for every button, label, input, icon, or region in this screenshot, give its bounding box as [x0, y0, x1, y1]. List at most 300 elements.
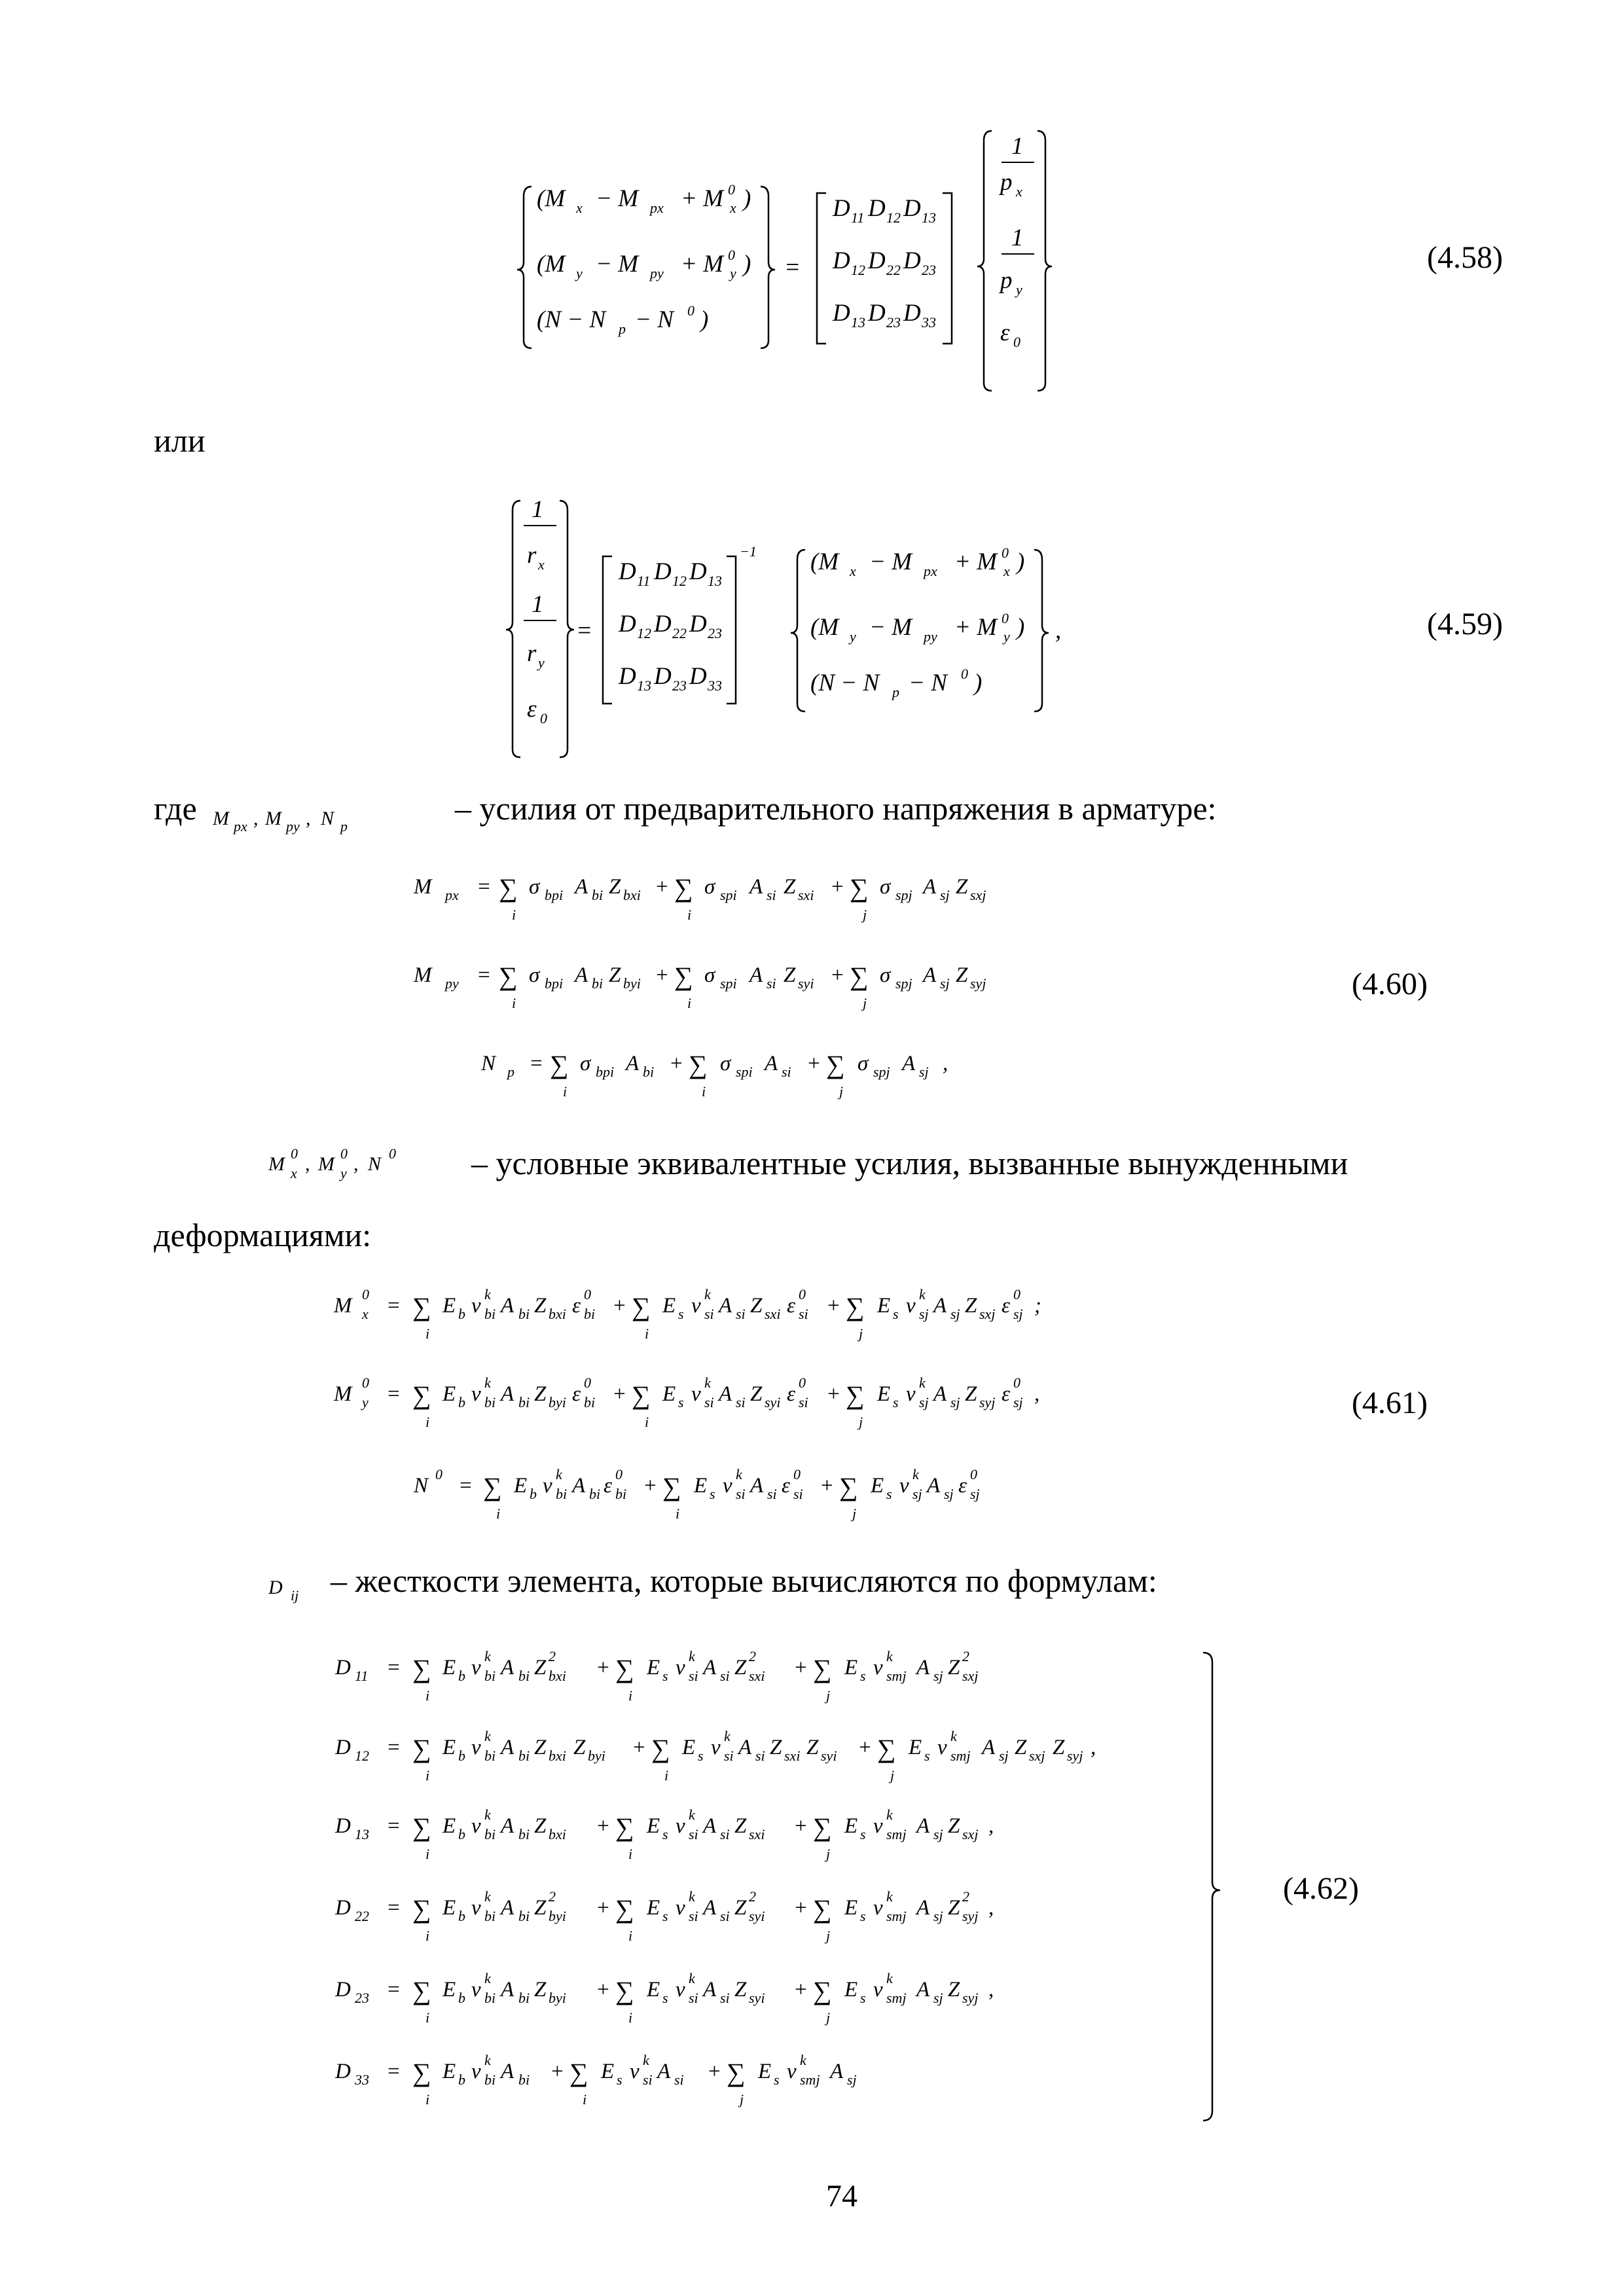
- svg-text:Z: Z: [1015, 1736, 1027, 1759]
- svg-text:σ: σ: [880, 875, 891, 899]
- svg-text:syi: syi: [765, 1394, 781, 1410]
- svg-text:ν: ν: [691, 1382, 701, 1406]
- svg-text:A: A: [749, 963, 763, 987]
- svg-text:syj: syj: [979, 1394, 996, 1410]
- svg-text:+: +: [826, 1382, 841, 1406]
- svg-text:k: k: [484, 1728, 491, 1744]
- svg-text:bxi: bxi: [623, 887, 641, 903]
- svg-text:∑: ∑: [615, 1976, 634, 2005]
- svg-text:2: 2: [749, 1888, 756, 1905]
- svg-text:s: s: [678, 1306, 684, 1322]
- svg-text:ij: ij: [291, 1587, 299, 1604]
- svg-text:ν: ν: [543, 1474, 552, 1498]
- svg-text:∑: ∑: [674, 873, 693, 903]
- svg-text:ν: ν: [471, 1294, 481, 1318]
- svg-text:13: 13: [922, 209, 936, 226]
- svg-text:s: s: [774, 2072, 780, 2088]
- svg-text:ν: ν: [906, 1294, 916, 1318]
- svg-text:si: si: [720, 1668, 730, 1684]
- svg-text:M: M: [265, 808, 281, 829]
- svg-text:+: +: [793, 1814, 808, 1838]
- svg-text:12: 12: [637, 625, 651, 641]
- svg-text:A: A: [916, 1978, 930, 2001]
- svg-text:k: k: [912, 1466, 919, 1482]
- svg-text:i: i: [512, 906, 516, 923]
- svg-text:=: =: [386, 1978, 401, 2001]
- svg-text:A: A: [703, 1896, 717, 1920]
- svg-text:− M: − M: [869, 548, 912, 575]
- svg-text:bpi: bpi: [596, 1064, 615, 1080]
- svg-text:A: A: [703, 1656, 717, 1679]
- svg-text:11: 11: [637, 573, 651, 589]
- svg-text:j: j: [826, 2009, 831, 2026]
- svg-text:0: 0: [615, 1466, 623, 1482]
- svg-text:+: +: [596, 1896, 611, 1920]
- svg-text:i: i: [628, 1846, 633, 1862]
- svg-text:si: si: [755, 1748, 765, 1764]
- svg-text:D: D: [335, 1896, 351, 1920]
- svg-text:0: 0: [540, 710, 547, 726]
- svg-text:px: px: [650, 200, 664, 216]
- svg-text:j: j: [859, 1414, 863, 1430]
- svg-text:bi: bi: [643, 1064, 655, 1080]
- svg-text:si: si: [767, 887, 776, 903]
- svg-text:∑: ∑: [499, 961, 518, 991]
- svg-text:ν: ν: [471, 1978, 481, 2001]
- svg-text:=: =: [386, 1896, 401, 1920]
- svg-text:s: s: [710, 1486, 715, 1502]
- svg-text:∑: ∑: [483, 1472, 502, 1501]
- svg-text:,: ,: [988, 1814, 994, 1838]
- svg-text:sxi: sxi: [749, 1826, 765, 1842]
- svg-text:k: k: [919, 1374, 926, 1391]
- svg-text:+: +: [857, 1736, 873, 1759]
- svg-text:(M: (M: [810, 614, 839, 641]
- svg-text:Z: Z: [534, 1736, 547, 1759]
- svg-text:Z: Z: [573, 1736, 586, 1759]
- svg-text:j: j: [826, 1928, 831, 1944]
- svg-text:ν: ν: [873, 1656, 883, 1679]
- svg-text:N: N: [414, 1474, 429, 1498]
- svg-text:ε: ε: [572, 1294, 581, 1318]
- svg-text:ε: ε: [958, 1474, 967, 1498]
- svg-text:bi: bi: [484, 1748, 496, 1764]
- svg-text:Z: Z: [948, 1656, 960, 1679]
- svg-text:(M: (M: [537, 251, 566, 278]
- svg-text:sj: sj: [919, 1064, 929, 1080]
- text-effort-pre: – усилия от предварительного напряжения в арматуре:: [455, 790, 1217, 827]
- svg-text:byi: byi: [549, 1394, 566, 1410]
- svg-text:∑: ∑: [412, 1976, 431, 2005]
- svg-text:y: y: [850, 628, 856, 645]
- svg-text:E: E: [758, 2060, 772, 2083]
- svg-text:bxi: bxi: [549, 1306, 566, 1322]
- svg-text:D: D: [833, 247, 850, 274]
- svg-text:ν: ν: [711, 1736, 721, 1759]
- svg-text:sj: sj: [940, 975, 950, 992]
- svg-text:0: 0: [961, 666, 968, 682]
- svg-text:σ: σ: [720, 1052, 731, 1075]
- svg-text:px: px: [924, 563, 937, 579]
- svg-text:,: ,: [306, 808, 311, 829]
- svg-text:k: k: [484, 1374, 491, 1391]
- svg-text:k: k: [484, 1888, 491, 1905]
- svg-text:0: 0: [291, 1145, 298, 1162]
- svg-text:M: M: [318, 1153, 334, 1175]
- svg-text:0: 0: [340, 1145, 348, 1162]
- svg-text:=: =: [458, 1474, 473, 1498]
- svg-text:bpi: bpi: [545, 975, 564, 992]
- svg-text:0: 0: [793, 1466, 801, 1482]
- svg-text:∑: ∑: [632, 1380, 651, 1410]
- svg-text:s: s: [617, 2072, 623, 2088]
- svg-text:+: +: [596, 1978, 611, 2001]
- svg-text:+ M: + M: [681, 251, 724, 278]
- svg-text:si: si: [782, 1064, 791, 1080]
- svg-text:i: i: [583, 2091, 587, 2108]
- svg-text:b: b: [458, 1908, 465, 1924]
- svg-text:∑: ∑: [813, 1812, 832, 1842]
- svg-text:sj: sj: [933, 1826, 943, 1842]
- svg-text:− M: − M: [596, 251, 639, 278]
- svg-text:+: +: [793, 1656, 808, 1679]
- svg-text:A: A: [738, 1736, 752, 1759]
- svg-text:1: 1: [1011, 133, 1024, 160]
- svg-text:si: si: [767, 975, 776, 992]
- svg-text:0: 0: [389, 1145, 396, 1162]
- svg-text:bpi: bpi: [545, 887, 564, 903]
- svg-text:E: E: [601, 2060, 615, 2083]
- svg-text:y: y: [576, 265, 583, 281]
- svg-text:ν: ν: [873, 1814, 883, 1838]
- svg-text:A: A: [657, 2060, 671, 2083]
- svg-text:2: 2: [549, 1888, 556, 1905]
- svg-text:A: A: [703, 1814, 717, 1838]
- svg-text:bi: bi: [484, 1990, 496, 2006]
- svg-text:): ): [743, 185, 751, 212]
- svg-text:D: D: [654, 558, 672, 585]
- svg-text:E: E: [442, 1736, 456, 1759]
- svg-text:,: ,: [1034, 1382, 1040, 1406]
- svg-text:s: s: [893, 1306, 899, 1322]
- svg-text:j: j: [740, 2091, 744, 2108]
- svg-text:syi: syi: [821, 1748, 837, 1764]
- svg-text:bxi: bxi: [549, 1668, 566, 1684]
- svg-text:s: s: [893, 1394, 899, 1410]
- svg-text:(N − N: (N − N: [810, 670, 880, 696]
- svg-text:syi: syi: [798, 975, 814, 992]
- svg-text:syj: syj: [970, 975, 986, 992]
- svg-text:i: i: [645, 1414, 649, 1430]
- svg-text:k: k: [950, 1728, 957, 1744]
- svg-text:k: k: [484, 1286, 491, 1302]
- svg-text:Z: Z: [534, 1814, 547, 1838]
- svg-text:=: =: [477, 963, 492, 987]
- svg-text:∑: ∑: [846, 1380, 865, 1410]
- svg-text:sxj: sxj: [979, 1306, 996, 1322]
- svg-text:y: y: [1016, 281, 1022, 298]
- svg-text:bi: bi: [484, 1668, 496, 1684]
- svg-text:+: +: [550, 2060, 565, 2083]
- svg-text:s: s: [886, 1486, 892, 1502]
- svg-text:s: s: [662, 1826, 668, 1842]
- svg-text:∑: ∑: [499, 873, 518, 903]
- svg-text:si: si: [720, 1908, 730, 1924]
- svg-text:bi: bi: [484, 1826, 496, 1842]
- svg-text:sxj: sxj: [962, 1668, 979, 1684]
- svg-text:sj: sj: [912, 1486, 922, 1502]
- svg-text:Z: Z: [965, 1382, 977, 1406]
- svg-text:sj: sj: [1013, 1306, 1023, 1322]
- svg-text:13: 13: [708, 573, 722, 589]
- svg-text:+ M: + M: [681, 185, 724, 212]
- svg-text:+: +: [830, 875, 845, 899]
- svg-text:∑: ∑: [615, 1812, 634, 1842]
- svg-text:k: k: [689, 1888, 695, 1905]
- svg-text:si: si: [724, 1748, 734, 1764]
- svg-text:i: i: [425, 1414, 430, 1430]
- svg-text:bi: bi: [484, 1908, 496, 1924]
- text-deformations: деформациями:: [154, 1217, 372, 1253]
- svg-text:j: j: [859, 1325, 863, 1342]
- svg-text:33: 33: [708, 677, 722, 694]
- svg-text:p: p: [619, 321, 626, 337]
- svg-text:E: E: [844, 1656, 858, 1679]
- svg-text:+: +: [830, 963, 845, 987]
- svg-text:k: k: [886, 1806, 893, 1823]
- svg-text:13: 13: [355, 1826, 369, 1842]
- svg-text:bi: bi: [518, 1990, 530, 2006]
- svg-text:,: ,: [988, 1896, 994, 1920]
- svg-text:k: k: [689, 1970, 695, 1986]
- svg-text:∑: ∑: [813, 1894, 832, 1924]
- svg-text:k: k: [556, 1466, 562, 1482]
- svg-text:σ: σ: [880, 963, 891, 987]
- svg-text:0: 0: [362, 1374, 369, 1391]
- svg-text:Z: Z: [784, 963, 796, 987]
- svg-text:∑: ∑: [813, 1976, 832, 2005]
- svg-text:bi: bi: [518, 1748, 530, 1764]
- svg-text:+: +: [669, 1052, 684, 1075]
- svg-text:0: 0: [799, 1374, 806, 1391]
- svg-text:ν: ν: [630, 2060, 640, 2083]
- svg-text:23: 23: [355, 1990, 369, 2006]
- svg-text:py: py: [286, 818, 300, 834]
- svg-text:0: 0: [435, 1466, 442, 1482]
- svg-text:Z: Z: [534, 1896, 547, 1920]
- svg-text:12: 12: [886, 209, 901, 226]
- svg-text:Z: Z: [750, 1382, 763, 1406]
- svg-text:∑: ∑: [839, 1472, 858, 1501]
- svg-text:− N: − N: [909, 670, 947, 696]
- svg-text:0: 0: [728, 181, 735, 198]
- svg-text:j: j: [863, 995, 867, 1011]
- svg-text:k: k: [643, 2052, 649, 2068]
- svg-text:ν: ν: [873, 1978, 883, 2001]
- equation-number-4-61: (4.61): [1352, 1386, 1428, 1420]
- svg-text:A: A: [750, 1474, 764, 1498]
- svg-text:D: D: [868, 300, 886, 327]
- svg-text:∑: ∑: [846, 1292, 865, 1321]
- svg-text:∑: ∑: [651, 1734, 670, 1763]
- svg-text:(M: (M: [537, 185, 566, 212]
- svg-text:E: E: [442, 1656, 456, 1679]
- svg-text:j: j: [890, 1767, 895, 1784]
- svg-text:ε: ε: [604, 1474, 613, 1498]
- svg-text:E: E: [442, 2060, 456, 2083]
- svg-text:A: A: [923, 963, 937, 987]
- svg-text:spi: spi: [736, 1064, 753, 1080]
- svg-text:D: D: [619, 611, 636, 637]
- svg-text:A: A: [765, 1052, 778, 1075]
- svg-text:23: 23: [672, 677, 687, 694]
- svg-text:i: i: [687, 995, 692, 1011]
- svg-text:smj: smj: [950, 1748, 971, 1764]
- svg-text:k: k: [484, 1806, 491, 1823]
- svg-text:,: ,: [353, 1153, 359, 1175]
- svg-text:E: E: [871, 1474, 884, 1498]
- svg-text:12: 12: [355, 1748, 369, 1764]
- page-number: 74: [826, 2179, 857, 2214]
- svg-text:ε: ε: [1001, 1294, 1011, 1318]
- svg-text:ν: ν: [471, 1896, 481, 1920]
- svg-text:22: 22: [672, 625, 687, 641]
- svg-text:sj: sj: [1013, 1394, 1023, 1410]
- svg-text:x: x: [576, 200, 583, 216]
- svg-text:=: =: [386, 1382, 401, 1406]
- svg-text:∑: ∑: [662, 1472, 681, 1501]
- svg-text:ν: ν: [471, 1814, 481, 1838]
- svg-text:∑: ∑: [813, 1654, 832, 1683]
- svg-text:M: M: [414, 963, 432, 987]
- svg-text:∑: ∑: [569, 2058, 588, 2087]
- svg-text:0: 0: [970, 1466, 977, 1482]
- svg-text:x: x: [1003, 563, 1010, 579]
- svg-text:b: b: [458, 1748, 465, 1764]
- svg-text:Z: Z: [609, 963, 621, 987]
- svg-text:A: A: [749, 875, 763, 899]
- svg-text:,: ,: [253, 808, 259, 829]
- svg-text:py: py: [924, 628, 937, 645]
- svg-text:A: A: [501, 1294, 514, 1318]
- svg-text:si: si: [643, 2072, 653, 2088]
- svg-text:i: i: [664, 1767, 669, 1784]
- svg-text:1: 1: [1011, 224, 1024, 251]
- svg-text:=: =: [386, 1736, 401, 1759]
- svg-text:i: i: [425, 1767, 430, 1784]
- svg-text:si: si: [736, 1394, 746, 1410]
- svg-text:2: 2: [962, 1648, 969, 1664]
- svg-text:E: E: [647, 1978, 660, 2001]
- svg-text:∑: ∑: [412, 1894, 431, 1924]
- svg-text:y: y: [340, 1165, 347, 1181]
- svg-text:ν: ν: [471, 1382, 481, 1406]
- svg-text:x: x: [538, 556, 545, 573]
- text-cond-eq: – условные эквивалентные усилия, вызванные вынужденными: [471, 1145, 1348, 1181]
- svg-text:0: 0: [728, 247, 735, 263]
- svg-text:A: A: [703, 1978, 717, 2001]
- svg-text:s: s: [924, 1748, 930, 1764]
- svg-text:smj: smj: [886, 1668, 907, 1684]
- svg-text:E: E: [844, 1978, 858, 2001]
- svg-text:A: A: [501, 1896, 514, 1920]
- svg-text:D: D: [268, 1577, 283, 1598]
- svg-text:A: A: [916, 1656, 930, 1679]
- svg-text:i: i: [676, 1505, 680, 1522]
- svg-text:A: A: [719, 1294, 732, 1318]
- svg-text:smj: smj: [800, 2072, 820, 2088]
- svg-text:33: 33: [922, 314, 936, 331]
- svg-text:Z: Z: [734, 1814, 747, 1838]
- svg-text:=: =: [386, 1814, 401, 1838]
- svg-text:byi: byi: [549, 1990, 566, 2006]
- svg-text:12: 12: [672, 573, 687, 589]
- svg-text:=: =: [477, 875, 492, 899]
- svg-text:E: E: [909, 1736, 922, 1759]
- svg-text:0: 0: [1013, 1286, 1020, 1302]
- svg-text:i: i: [425, 2091, 430, 2108]
- svg-text:): ): [1017, 548, 1025, 575]
- svg-text:D: D: [833, 300, 850, 327]
- svg-text:M: M: [213, 808, 229, 829]
- svg-text:23: 23: [708, 625, 722, 641]
- svg-text:Z: Z: [956, 875, 968, 899]
- svg-text:sxj: sxj: [962, 1826, 979, 1842]
- svg-text:bi: bi: [615, 1486, 627, 1502]
- svg-text:=: =: [576, 617, 592, 644]
- svg-text:bi: bi: [556, 1486, 568, 1502]
- svg-text:px: px: [445, 887, 459, 903]
- svg-text:y: y: [730, 265, 736, 281]
- svg-text:;: ;: [1034, 1294, 1041, 1318]
- svg-text:Z: Z: [948, 1896, 960, 1920]
- svg-text:s: s: [662, 1990, 668, 2006]
- svg-text:Z: Z: [806, 1736, 819, 1759]
- svg-text:Z: Z: [770, 1736, 782, 1759]
- svg-text:D: D: [689, 611, 707, 637]
- svg-text:D: D: [619, 558, 636, 585]
- svg-text:p: p: [1000, 267, 1013, 294]
- svg-text:ε: ε: [787, 1382, 796, 1406]
- svg-text:D: D: [868, 195, 886, 222]
- svg-text:s: s: [678, 1394, 684, 1410]
- svg-text:Z: Z: [948, 1814, 960, 1838]
- svg-text:=: =: [386, 2060, 401, 2083]
- svg-text:22: 22: [355, 1908, 369, 1924]
- svg-text:+: +: [596, 1814, 611, 1838]
- svg-text:sxj: sxj: [970, 887, 986, 903]
- svg-text:E: E: [844, 1896, 858, 1920]
- svg-text:A: A: [626, 1052, 640, 1075]
- svg-text:,: ,: [1055, 617, 1062, 644]
- svg-text:sxi: sxi: [784, 1748, 801, 1764]
- svg-text:− M: − M: [596, 185, 639, 212]
- svg-text:N: N: [368, 1153, 382, 1175]
- equation-number-4-60: (4.60): [1352, 967, 1428, 1001]
- svg-text:spj: spj: [895, 887, 912, 903]
- svg-text:0: 0: [799, 1286, 806, 1302]
- svg-text:p: p: [1000, 169, 1013, 196]
- svg-text:D: D: [654, 663, 672, 690]
- svg-text:D: D: [335, 1656, 351, 1679]
- svg-text:sj: sj: [919, 1394, 929, 1410]
- svg-text:A: A: [501, 1382, 514, 1406]
- svg-text:∑: ∑: [674, 961, 693, 991]
- svg-text:si: si: [799, 1306, 808, 1322]
- svg-text:s: s: [662, 1908, 668, 1924]
- svg-text:A: A: [916, 1814, 930, 1838]
- svg-text:smj: smj: [886, 1908, 907, 1924]
